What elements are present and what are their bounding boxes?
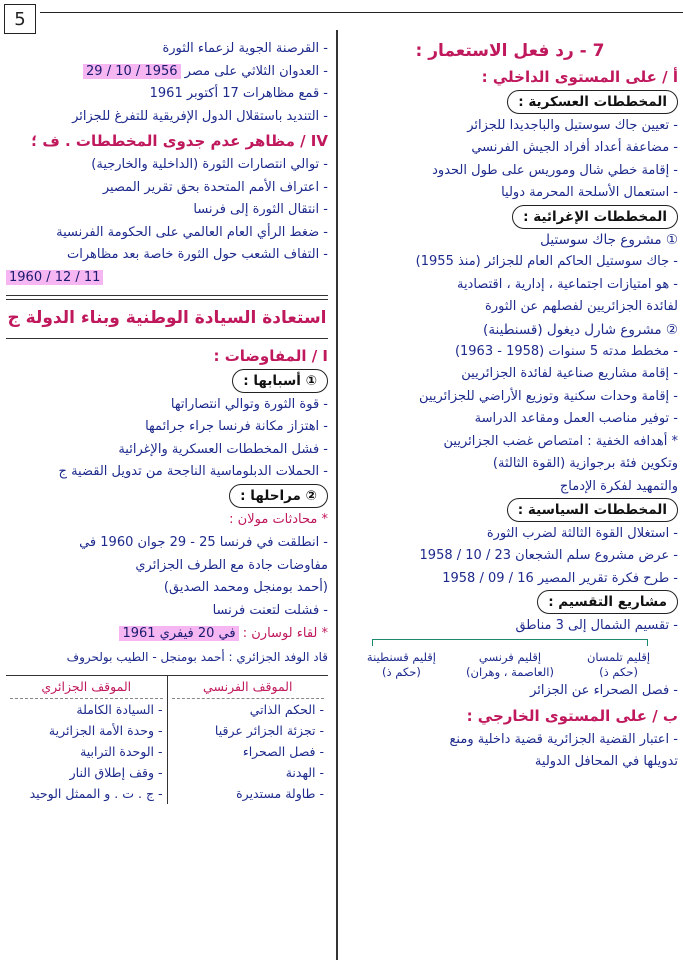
list-item: - اهتزاز مكانة فرنسا جراء جرائمها xyxy=(145,419,328,434)
lucerne-row xyxy=(6,622,328,646)
region-note: (العاصمة ، وهران) xyxy=(466,665,554,679)
table-cell: - تجزئة الجزائر عرقيا xyxy=(214,722,324,738)
regions-bracket xyxy=(372,639,648,646)
region-note: (حكم ذ) xyxy=(382,665,421,679)
region-name: إقليم تلمسان xyxy=(586,650,651,664)
table-cell: - فصل الصحراء xyxy=(242,743,324,759)
table-column-algerian xyxy=(6,676,168,804)
list-item: - توفير مناصب العمل ومقاعد الدراسة xyxy=(474,411,678,426)
list-item: - فشلت لتعنت فرنسا xyxy=(212,602,328,618)
heading-failure-of-plans: IV / مظاهر عدم جدوى المخططات . ف ؛ xyxy=(31,132,328,150)
positions-table xyxy=(6,675,328,804)
regions-list xyxy=(348,650,672,680)
top-rule xyxy=(40,12,683,13)
table-cell: - الحكم الذاتي xyxy=(249,701,324,717)
subheading-stages-row xyxy=(6,484,328,509)
date-line xyxy=(6,267,328,290)
box-partition-projects: مشاريع التقسيم : xyxy=(537,590,678,614)
table-cell: - ج . ت . و الممثل الوحيد xyxy=(29,785,163,801)
list-item: قاد الوفد الجزائري : أحمد بومنجل - الطيب بولحروف xyxy=(66,650,328,664)
list-item: - إقامة مشاريع صناعية لفائدة الجزائريين xyxy=(461,366,678,381)
table-cell: - السيادة الكاملة xyxy=(76,701,163,717)
list-item: - قوة الثورة وتوالي انتصاراتها xyxy=(170,396,328,412)
table-header: الموقف الفرنسي xyxy=(172,676,325,699)
box-seduction-row xyxy=(342,205,678,230)
region-item xyxy=(565,650,672,680)
list-item: - طرح فكرة تقرير المصير 16 / 09 / 1958 xyxy=(442,570,678,586)
list-item: - جاك سوستيل الحاكم العام للجزائر (منذ 1955) xyxy=(415,254,678,269)
box-seduction-plans: المخططات الإغرائية : xyxy=(512,205,678,229)
box-military-plans: المخططات العسكرية : xyxy=(507,90,678,114)
list-item: - التفاف الشعب حول الثورة خاصة بعد مظاهرات xyxy=(66,247,328,262)
list-item: - مضاعفة أعداد أفراد الجيش الفرنسي xyxy=(471,140,678,155)
right-column xyxy=(342,38,678,960)
box-partition-row xyxy=(342,590,678,615)
list-item: - استغلال القوة الثالثة لضرب الثورة xyxy=(486,525,678,541)
list-item: - مخطط مدته 5 سنوات (1958 - 1963) xyxy=(454,343,678,359)
list-item: - تعيين جاك سوستيل والباجديدا للجزائر xyxy=(467,117,678,133)
table-cell: - طاولة مستديرة xyxy=(236,785,324,801)
heading-colonial-reaction: 7 - رد فعل الاستعمار : xyxy=(415,41,605,61)
list-item: (أحمد بومنجل ومحمد الصديق) xyxy=(163,580,328,595)
table-column-french xyxy=(168,676,329,804)
list-item: - ضغط الرأي العام العالمي على الحكومة الفرنسية xyxy=(56,224,328,240)
column-divider xyxy=(336,30,338,960)
lucerne-title: * لقاء لوسارن : xyxy=(242,626,328,641)
subheading-causes: ① أسبابها : xyxy=(232,369,328,393)
gaulle-title: ② مشروع شارل ديغول (قسنطينة) xyxy=(483,321,678,338)
list-item: - توالي انتصارات الثورة (الداخلية والخارجية) xyxy=(91,157,328,172)
list-item: - قمع مظاهرات 17 أكتوبر 1961 xyxy=(149,86,328,101)
list-item: - إقامة وحدات سكنية وتوزيع الأراضي للجزائريين xyxy=(419,388,678,404)
list-item: - القرصنة الجوية لزعماء الثورة xyxy=(162,41,328,56)
section-title: استعادة السيادة الوطنية وبناء الدولة ج xyxy=(7,308,327,328)
list-item: - تقسيم الشمال إلى 3 مناطق xyxy=(515,617,678,633)
heading-external-level: ب / على المستوى الخارجي : xyxy=(466,706,678,725)
box-political-row xyxy=(342,498,678,523)
section-separator xyxy=(6,338,328,339)
list-item: - التنديد باستقلال الدول الإفريقية للتفرغ للجزائر xyxy=(72,108,328,124)
list-item: - فشل المخططات العسكرية والإغرائية xyxy=(118,441,328,457)
list-item: مفاوضات جادة مع الطرف الجزائري xyxy=(135,557,328,573)
list-item: وتكوين فئة برجوازية (القوة الثالثة) xyxy=(492,456,678,471)
list-item: - استعمال الأسلحة المحرمة دوليا xyxy=(501,185,678,200)
subheading-causes-row xyxy=(6,369,328,394)
region-item xyxy=(348,650,455,680)
list-item: لفائدة الجزائريين لفصلهم عن الثورة xyxy=(485,299,678,314)
list-item: * أهدافه الخفية : امتصاص غضب الجزائريين xyxy=(443,433,678,449)
region-item xyxy=(457,650,564,680)
list-item xyxy=(6,61,328,84)
date-highlight: 1956 / 10 / 29 xyxy=(83,64,181,79)
list-item: - هو امتيازات اجتماعية ، إدارية ، اقتصادية xyxy=(456,276,678,292)
table-cell: - وحدة الأمة الجزائرية xyxy=(48,722,163,738)
list-item: - انطلقت في فرنسا 25 - 29 جوان 1960 في xyxy=(79,535,328,550)
box-military-row xyxy=(342,90,678,115)
list-item: والتمهيد لفكرة الإدماج xyxy=(559,478,678,494)
table-cell: - الهدنة xyxy=(285,764,324,780)
date-highlight: 1960 / 12 / 11 xyxy=(6,270,103,285)
list-item: - عرض مشروع سلم الشجعان 23 / 10 / 1958 xyxy=(419,548,678,563)
box-political-plans: المخططات السياسية : xyxy=(507,498,678,522)
melun-title: * محادثات مولان : xyxy=(229,512,328,527)
soustelle-title: ① مشروع جاك سوستيل xyxy=(540,232,678,248)
heading-negotiations: I / المفاوضات : xyxy=(213,347,328,365)
region-note: (حكم ذ) xyxy=(599,665,638,679)
section-separator xyxy=(6,295,328,300)
list-item: - الحملات الدبلوماسية الناجحة من تدويل القضية ج xyxy=(58,464,328,479)
region-name: إقليم فرنسي xyxy=(478,650,542,664)
table-cell: - الوحدة الترابية xyxy=(80,743,163,759)
list-item-text: - العدوان الثلاثي على مصر xyxy=(184,63,328,79)
list-item: تدويلها في المحافل الدولية xyxy=(534,754,678,769)
list-item: - فصل الصحراء عن الجزائر xyxy=(530,683,678,698)
list-item: - اعتبار القضية الجزائرية قضية داخلية ومنع xyxy=(449,731,678,747)
page-number: 5 xyxy=(4,4,36,34)
list-item: - انتقال الثورة إلى فرنسا xyxy=(193,202,328,217)
heading-internal-level: أ / على المستوى الداخلي : xyxy=(481,68,678,86)
region-name: إقليم قسنطينة xyxy=(366,650,436,664)
list-item: - إقامة خطي شال وموريس على طول الحدود xyxy=(432,162,678,178)
table-cell: - وقف إطلاق النار xyxy=(69,764,163,780)
date-highlight: في 20 فيفري 1961 xyxy=(119,626,238,641)
list-item: - اعتراف الأمم المتحدة بحق تقرير المصير xyxy=(102,179,328,195)
left-column xyxy=(6,38,328,960)
subheading-stages: ② مراحلها : xyxy=(229,484,328,508)
table-header: الموقف الجزائري xyxy=(10,676,163,699)
